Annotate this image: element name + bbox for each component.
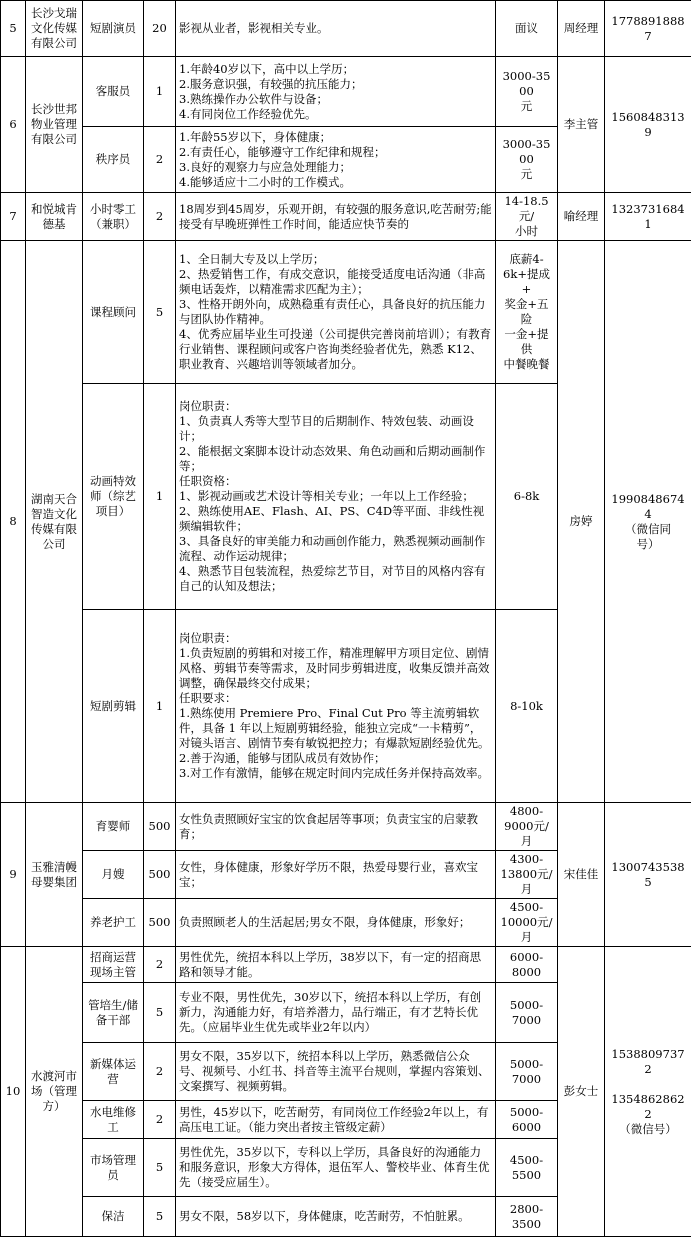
job-count: 5 [144, 1139, 176, 1197]
job-requirements: 男性优先，统招本科以上学历，38岁以下，有一定的招商思路和领导才能。 [176, 947, 496, 983]
table-row [1, 241, 691, 384]
job-requirements: 影视从业者，影视相关专业。 [176, 1, 496, 57]
job-requirements: 18周岁到45周岁，乐观开朗，有较强的服务意识,吃苦耐劳;能接受有早晚班弹性工作时间，能适应快节奏的 [176, 193, 496, 241]
job-salary: 4800- 9000元/ 月 [496, 803, 558, 851]
job-requirements: 专业不限，男性优先，30岁以下，统招本科以上学历，有创新力，沟通能力好，有培养潜力，品行端正，有才艺特长优先。（应届毕业生优先或毕业2年以内） [176, 983, 496, 1043]
job-count: 1 [144, 57, 176, 127]
contact-person: 宋佳佳 [558, 803, 605, 947]
contact-person: 彭女士 [558, 947, 605, 1237]
company-name: 玉雅清幔母婴集团 [26, 803, 83, 947]
company-name: 长沙戈瑞文化传媒有限公司 [26, 1, 83, 57]
job-salary: 6-8k [496, 384, 558, 610]
job-title: 月嫂 [83, 851, 144, 899]
job-salary: 面议 [496, 1, 558, 57]
job-count: 2 [144, 193, 176, 241]
table-row [1, 947, 691, 983]
job-title: 短剧剪辑 [83, 610, 144, 803]
job-title: 新媒体运营 [83, 1043, 144, 1101]
contact-phone: 17788918887 [605, 1, 691, 57]
job-salary: 4500- 5500 [496, 1139, 558, 1197]
company-name: 湖南天合智造文化传媒有限公司 [26, 241, 83, 803]
job-requirements: 男女不限，35岁以下，统招本科以上学历，熟悉微信公众号、视频号、小红书、抖音等主流平台规则，掌握内容策划、文案撰写、视频剪辑。 [176, 1043, 496, 1101]
job-requirements: 1.年龄55岁以下，身体健康； 2.有责任心，能够遵守工作纪律和规程； 3.良好的观察力与应急处理能力； 4.能够适应十二小时的工作模式。 [176, 127, 496, 193]
table-row [1, 57, 691, 127]
job-title: 保洁 [83, 1197, 144, 1237]
contact-phone: 13237316841 [605, 193, 691, 241]
job-salary: 8-10k [496, 610, 558, 803]
company-name: 水渡河市场（管理方） [26, 947, 83, 1237]
company-name: 长沙世邦物业管理有限公司 [26, 57, 83, 193]
job-requirements: 男性，45岁以下，吃苦耐劳，有同岗位工作经验2年以上，有高压电工证。（能力突出者按主管级定薪） [176, 1101, 496, 1139]
job-count: 2 [144, 1043, 176, 1101]
job-salary: 4300- 13800元/ 月 [496, 851, 558, 899]
job-requirements: 1、全日制大专及以上学历； 2、热爱销售工作，有成交意识，能接受适度电话沟通（非高频电话轰炸，以精准需求匹配为主）； 3、性格开朗外向，成熟稳重有责任心，具备良好的抗压能力与团队协作精神。 4、优秀应届毕业生可投递（公司提供完善岗前培训）；有教育行业销售、课程顾问或客户咨询类经验者优先，熟悉 K12、职业教育、兴趣培训等领域者加分。 [176, 241, 496, 384]
job-title: 养老护工 [83, 899, 144, 947]
contact-person: 喻经理 [558, 193, 605, 241]
job-count: 2 [144, 127, 176, 193]
job-salary: 2800- 3500 [496, 1197, 558, 1237]
job-count: 1 [144, 384, 176, 610]
company-number: 5 [1, 1, 26, 57]
job-count: 5 [144, 241, 176, 384]
job-requirements: 男女不限，58岁以下，身体健康，吃苦耐劳，不怕脏累。 [176, 1197, 496, 1237]
job-count: 500 [144, 899, 176, 947]
contact-person: 李主管 [558, 57, 605, 193]
company-number: 8 [1, 241, 26, 803]
job-title: 客服员 [83, 57, 144, 127]
job-salary: 5000- 6000 [496, 1101, 558, 1139]
job-salary: 5000- 7000 [496, 1043, 558, 1101]
job-requirements: 女性，身体健康，形象好学历不限，热爱母婴行业，喜欢宝宝； [176, 851, 496, 899]
job-title: 秩序员 [83, 127, 144, 193]
contact-person: 房婷 [558, 241, 605, 803]
job-count: 500 [144, 803, 176, 851]
job-title: 招商运营现场主管 [83, 947, 144, 983]
job-requirements: 负责照顾老人的生活起居;男女不限，身体健康，形象好； [176, 899, 496, 947]
job-requirements: 男性优先，35岁以下，专科以上学历，具备良好的沟通能力和服务意识，形象大方得体，退伍军人、警校毕业、体育生优先（接受应届生）。 [176, 1139, 496, 1197]
company-number: 6 [1, 57, 26, 193]
job-count: 5 [144, 983, 176, 1043]
job-salary: 3000-3500 元 [496, 127, 558, 193]
job-title: 小时零工（兼职） [83, 193, 144, 241]
job-salary: 6000- 8000 [496, 947, 558, 983]
job-title: 管培生/储备干部 [83, 983, 144, 1043]
job-salary: 5000- 7000 [496, 983, 558, 1043]
job-salary: 14-18.5元/ 小时 [496, 193, 558, 241]
contact-person: 周经理 [558, 1, 605, 57]
company-number: 9 [1, 803, 26, 947]
company-name: 和悦城肯德基 [26, 193, 83, 241]
job-count: 5 [144, 1197, 176, 1237]
job-salary: 底薪4- 6k+提成+ 奖金+五险 一金+提供 中餐晚餐 [496, 241, 558, 384]
job-count: 2 [144, 1101, 176, 1139]
job-title: 短剧演员 [83, 1, 144, 57]
job-title: 课程顾问 [83, 241, 144, 384]
contact-phone: 19908486744 （微信同 号） [605, 241, 691, 803]
company-number: 7 [1, 193, 26, 241]
job-requirements: 岗位职责： 1.负责短剧的剪辑和对接工作，精准理解甲方项目定位、剧情风格、剪辑节奏等需求，及时同步剪辑进度，收集反馈并高效调整，确保最终交付成果； 任职要求： 1.熟练使用 Premiere Pro、Final Cut Pro 等主流剪辑软件，具备 1 年以上短剧剪辑经验，能独立完成“一卡精剪”，对镜头语言、剧情节奏有敏锐把控力；有爆款短剧经验优先。 2.善于沟通，能够与团队成员有效协作； 3.对工作有激情，能够在规定时间内完成任务并保持高效率。 [176, 610, 496, 803]
job-count: 20 [144, 1, 176, 57]
contact-phone: 15388097372 13548628622 （微信号） [605, 947, 691, 1237]
job-requirements: 岗位职责： 1、负责真人秀等大型节目的后期制作、特效包装、动画设计； 2、能根据文案脚本设计动态效果、角色动画和后期动画制作等； 任职资格： 1、影视动画或艺术设计等相关专业；一年以上工作经验； 2、熟练使用AE、Flash、AI、PS、C4D等平面、非线性视频编辑软件； 3、具备良好的审美能力和动画创作能力，熟悉视频动画制作流程、动作运动规律； 4、熟悉节目包装流程，热爱综艺节目，对节目的风格内容有自己的认知及想法； [176, 384, 496, 610]
job-requirements: 女性负责照顾好宝宝的饮食起居等事项；负责宝宝的启蒙教育； [176, 803, 496, 851]
job-title: 育婴师 [83, 803, 144, 851]
company-number: 10 [1, 947, 26, 1237]
contact-phone: 15608483139 [605, 57, 691, 193]
table-row [1, 193, 691, 241]
job-title: 动画特效师（综艺项目） [83, 384, 144, 610]
job-salary: 4500- 10000元/ 月 [496, 899, 558, 947]
job-count: 500 [144, 851, 176, 899]
contact-phone: 13007435385 [605, 803, 691, 947]
table-row [1, 1, 691, 57]
table-row [1, 803, 691, 851]
job-count: 2 [144, 947, 176, 983]
job-requirements: 1.年龄40岁以下，高中以上学历； 2.服务意识强，有较强的抗压能力； 3.熟练操作办公软件与设备； 4.有同岗位工作经验优先。 [176, 57, 496, 127]
job-title: 市场管理员 [83, 1139, 144, 1197]
job-title: 水电维修工 [83, 1101, 144, 1139]
job-count: 1 [144, 610, 176, 803]
job-salary: 3000-3500 元 [496, 57, 558, 127]
